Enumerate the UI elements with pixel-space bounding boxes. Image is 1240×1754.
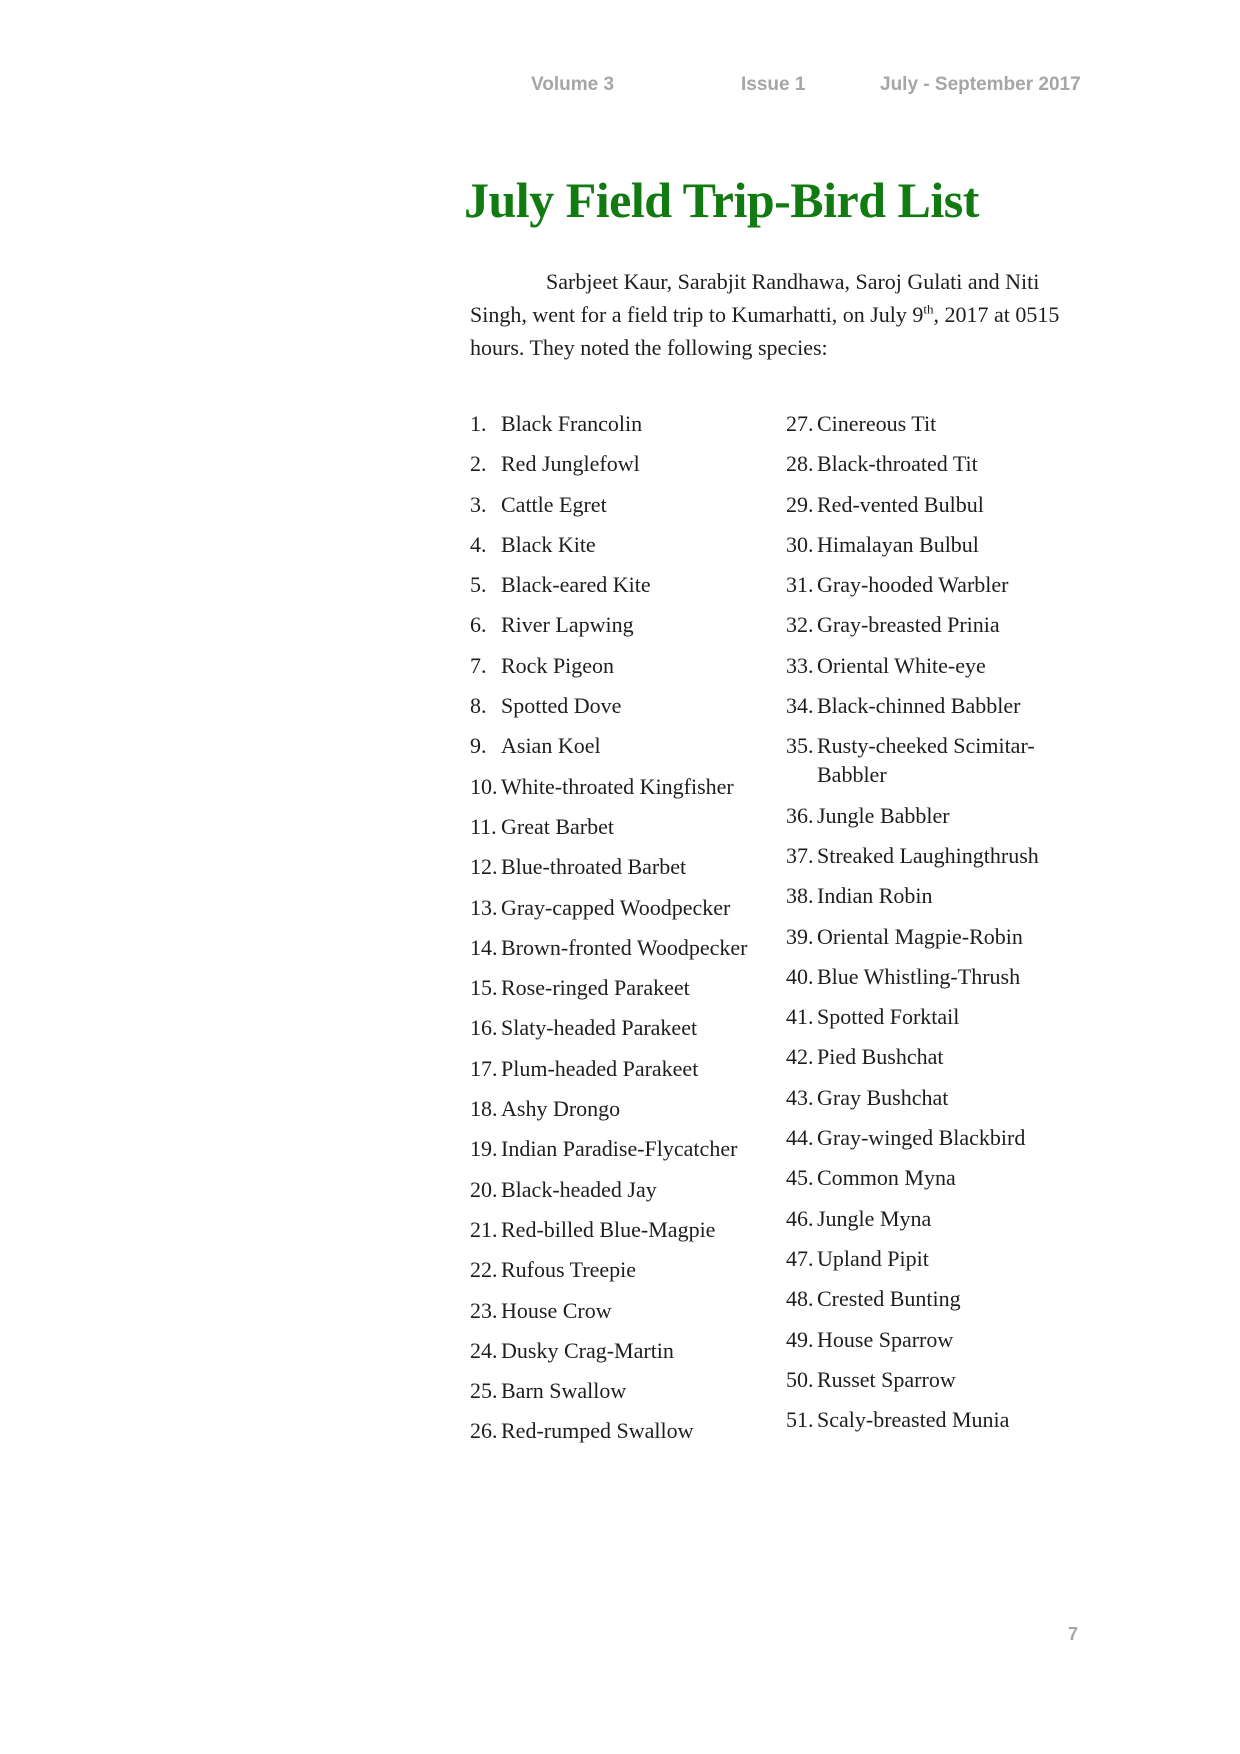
- bird-name: Gray-winged Blackbird: [817, 1125, 1026, 1151]
- bird-name: Spotted Forktail: [817, 1004, 960, 1030]
- bird-name: Red-vented Bulbul: [817, 491, 984, 517]
- bird-number: 33.: [786, 652, 814, 678]
- bird-number: 51.: [786, 1407, 814, 1433]
- bird-list-item: [470, 691, 775, 720]
- bird-list-item: [786, 1405, 1091, 1434]
- bird-name: Brown-fronted Woodpecker: [501, 934, 748, 960]
- bird-number: 12.: [470, 854, 498, 880]
- bird-list-item: [470, 852, 775, 881]
- bird-list-item: [786, 1365, 1091, 1394]
- bird-name: Barn Swallow: [501, 1378, 627, 1404]
- bird-list-item: [470, 812, 775, 841]
- bird-number: 34.: [786, 693, 814, 719]
- bird-number: 2.: [470, 451, 487, 477]
- bird-number: 19.: [470, 1136, 498, 1162]
- bird-list-left: [470, 409, 775, 1445]
- bird-name: Jungle Myna: [817, 1205, 932, 1231]
- bird-list-item: [786, 1325, 1091, 1354]
- bird-name: Crested Bunting: [817, 1286, 961, 1312]
- bird-name: House Crow: [501, 1297, 612, 1323]
- bird-list-item: [470, 490, 775, 519]
- bird-name: Black-headed Jay: [501, 1176, 657, 1202]
- bird-number: 9.: [470, 733, 487, 759]
- bird-list-item: [786, 530, 1091, 559]
- bird-number: 8.: [470, 693, 487, 719]
- bird-name: Pied Bushchat: [817, 1044, 944, 1070]
- bird-list-item: [470, 1175, 775, 1204]
- bird-name: Rose-ringed Parakeet: [501, 975, 690, 1001]
- bird-list-item: [470, 1054, 775, 1083]
- bird-list-item: [786, 490, 1091, 519]
- bird-list-item: [470, 1134, 775, 1163]
- bird-list-item: [786, 610, 1091, 639]
- bird-number: 7.: [470, 652, 487, 678]
- bird-number: 49.: [786, 1326, 814, 1352]
- bird-number: 11.: [470, 813, 497, 839]
- bird-number: 46.: [786, 1205, 814, 1231]
- bird-list-item: [470, 772, 775, 801]
- bird-name: Rusty-cheeked Scimitar-Babbler: [817, 733, 1035, 788]
- intro-text-end: , 2017 at 0515 hours. They noted the following species:: [470, 302, 1060, 360]
- bird-name: Indian Robin: [817, 883, 933, 909]
- bird-list-item: [470, 1094, 775, 1123]
- bird-list-item: [470, 1296, 775, 1325]
- bird-name: Upland Pipit: [817, 1245, 929, 1271]
- bird-number: 45.: [786, 1165, 814, 1191]
- bird-list-item: [786, 651, 1091, 680]
- bird-list-item: [786, 570, 1091, 599]
- bird-number: 24.: [470, 1337, 498, 1363]
- bird-number: 22.: [470, 1257, 498, 1283]
- bird-number: 10.: [470, 773, 498, 799]
- bird-list-item: [470, 449, 775, 478]
- bird-list-item: [786, 801, 1091, 830]
- bird-list-item: [470, 1255, 775, 1284]
- bird-number: 1.: [470, 411, 487, 436]
- bird-number: 3.: [470, 491, 487, 517]
- bird-name: Indian Paradise-Flycatcher: [501, 1136, 738, 1162]
- bird-name: Cinereous Tit: [817, 411, 937, 436]
- bird-list-item: [470, 651, 775, 680]
- bird-list-item: [470, 1215, 775, 1244]
- bird-number: 5.: [470, 572, 487, 598]
- bird-name: Plum-headed Parakeet: [501, 1055, 699, 1081]
- bird-list-item: [786, 409, 1091, 438]
- bird-number: 37.: [786, 842, 814, 868]
- bird-list-item: [786, 881, 1091, 910]
- bird-list-item: [470, 933, 775, 962]
- bird-name: Rock Pigeon: [501, 652, 615, 678]
- bird-name: Blue-throated Barbet: [501, 854, 687, 880]
- bird-name: Great Barbet: [501, 813, 614, 839]
- bird-number: 6.: [470, 612, 487, 638]
- bird-name: Common Myna: [817, 1165, 956, 1191]
- bird-number: 39.: [786, 923, 814, 949]
- intro-text-start: Sarbjeet Kaur, Sarabjit Randhawa, Saroj Gulati and Niti Singh, went for a field trip to Kumarhatti, on July 9: [470, 269, 1040, 327]
- header-issue: Issue 1: [741, 74, 806, 95]
- bird-number: 47.: [786, 1245, 814, 1271]
- bird-number: 42.: [786, 1044, 814, 1070]
- bird-name: Black-eared Kite: [501, 572, 651, 598]
- bird-number: 20.: [470, 1176, 498, 1202]
- bird-name: Gray-breasted Prinia: [817, 612, 1000, 638]
- bird-name: Rufous Treepie: [501, 1257, 637, 1283]
- bird-list-item: [470, 731, 775, 760]
- bird-list-item: [470, 570, 775, 599]
- bird-name: Black Kite: [501, 531, 596, 557]
- bird-name: Oriental White-eye: [817, 652, 986, 678]
- bird-list-item: [786, 1244, 1091, 1273]
- bird-list-right: [786, 409, 1091, 1434]
- bird-name: Asian Koel: [501, 733, 601, 759]
- bird-number: 35.: [786, 733, 814, 759]
- bird-number: 38.: [786, 883, 814, 909]
- bird-list-item: [786, 1123, 1091, 1152]
- bird-number: 28.: [786, 451, 814, 477]
- bird-list-item: [470, 1336, 775, 1365]
- bird-name: Cattle Egret: [501, 491, 607, 517]
- bird-number: 29.: [786, 491, 814, 517]
- bird-name: Slaty-headed Parakeet: [501, 1015, 698, 1041]
- bird-number: 40.: [786, 963, 814, 989]
- bird-name: Black-throated Tit: [817, 451, 978, 477]
- bird-name: Black Francolin: [501, 411, 643, 436]
- bird-number: 44.: [786, 1125, 814, 1151]
- page-number: 7: [1068, 1624, 1079, 1644]
- intro-superscript: th: [923, 301, 934, 317]
- bird-number: 32.: [786, 612, 814, 638]
- bird-name: Gray-hooded Warbler: [817, 572, 1009, 598]
- bird-list-item: [786, 922, 1091, 951]
- bird-list-item: [470, 409, 775, 438]
- bird-number: 14.: [470, 934, 498, 960]
- bird-list-item: [786, 449, 1091, 478]
- bird-list-item: [470, 893, 775, 922]
- bird-number: 13.: [470, 894, 498, 920]
- bird-name: Scaly-breasted Munia: [817, 1407, 1010, 1433]
- bird-list-item: [786, 731, 1091, 789]
- bird-name: Oriental Magpie-Robin: [817, 923, 1023, 949]
- bird-name: Gray Bushchat: [817, 1084, 949, 1110]
- bird-list-item: [786, 1002, 1091, 1031]
- header-period: July - September 2017: [880, 74, 1081, 95]
- bird-number: 23.: [470, 1297, 498, 1323]
- bird-number: 15.: [470, 975, 498, 1001]
- bird-name: White-throated Kingfisher: [501, 773, 734, 799]
- bird-list-item: [786, 1204, 1091, 1233]
- bird-list-item: [786, 962, 1091, 991]
- bird-name: Red-rumped Swallow: [501, 1418, 694, 1444]
- bird-number: 31.: [786, 572, 814, 598]
- bird-name: House Sparrow: [817, 1326, 954, 1352]
- bird-number: 26.: [470, 1418, 498, 1444]
- bird-number: 41.: [786, 1004, 814, 1030]
- bird-list-item: [786, 1163, 1091, 1192]
- bird-name: Ashy Drongo: [501, 1096, 621, 1122]
- bird-number: 21.: [470, 1216, 498, 1242]
- bird-name: River Lapwing: [501, 612, 634, 638]
- bird-number: 25.: [470, 1378, 498, 1404]
- bird-list-item: [786, 1083, 1091, 1112]
- intro-paragraph: [470, 265, 1070, 364]
- bird-number: 30.: [786, 531, 814, 557]
- bird-name: Spotted Dove: [501, 693, 622, 719]
- bird-list-item: [470, 1013, 775, 1042]
- bird-list-item: [786, 1042, 1091, 1071]
- bird-number: 50.: [786, 1366, 814, 1392]
- bird-number: 18.: [470, 1096, 498, 1122]
- bird-number: 4.: [470, 531, 487, 557]
- bird-name: Dusky Crag-Martin: [501, 1337, 674, 1363]
- bird-name: Red Junglefowl: [501, 451, 640, 477]
- bird-name: Red-billed Blue-Magpie: [501, 1216, 716, 1242]
- bird-number: 36.: [786, 802, 814, 828]
- bird-name: Jungle Babbler: [817, 802, 950, 828]
- bird-name: Streaked Laughingthrush: [817, 842, 1039, 868]
- bird-name: Himalayan Bulbul: [817, 531, 979, 557]
- bird-name: Black-chinned Babbler: [817, 693, 1021, 719]
- bird-list-item: [470, 530, 775, 559]
- bird-name: Gray-capped Woodpecker: [501, 894, 731, 920]
- bird-list-item: [470, 1416, 775, 1445]
- bird-list-item: [786, 1284, 1091, 1313]
- bird-number: 43.: [786, 1084, 814, 1110]
- bird-list-item: [470, 1376, 775, 1405]
- page-title: July Field Trip-Bird List: [464, 172, 979, 228]
- bird-number: 27.: [786, 411, 814, 436]
- header-volume: Volume 3: [531, 74, 615, 95]
- bird-name: Blue Whistling-Thrush: [817, 963, 1021, 989]
- bird-list-item: [470, 610, 775, 639]
- bird-number: 48.: [786, 1286, 814, 1312]
- bird-list-item: [786, 691, 1091, 720]
- bird-number: 16.: [470, 1015, 498, 1041]
- bird-list-item: [470, 973, 775, 1002]
- bird-name: Russet Sparrow: [817, 1366, 956, 1392]
- bird-number: 17.: [470, 1055, 498, 1081]
- bird-list-item: [786, 841, 1091, 870]
